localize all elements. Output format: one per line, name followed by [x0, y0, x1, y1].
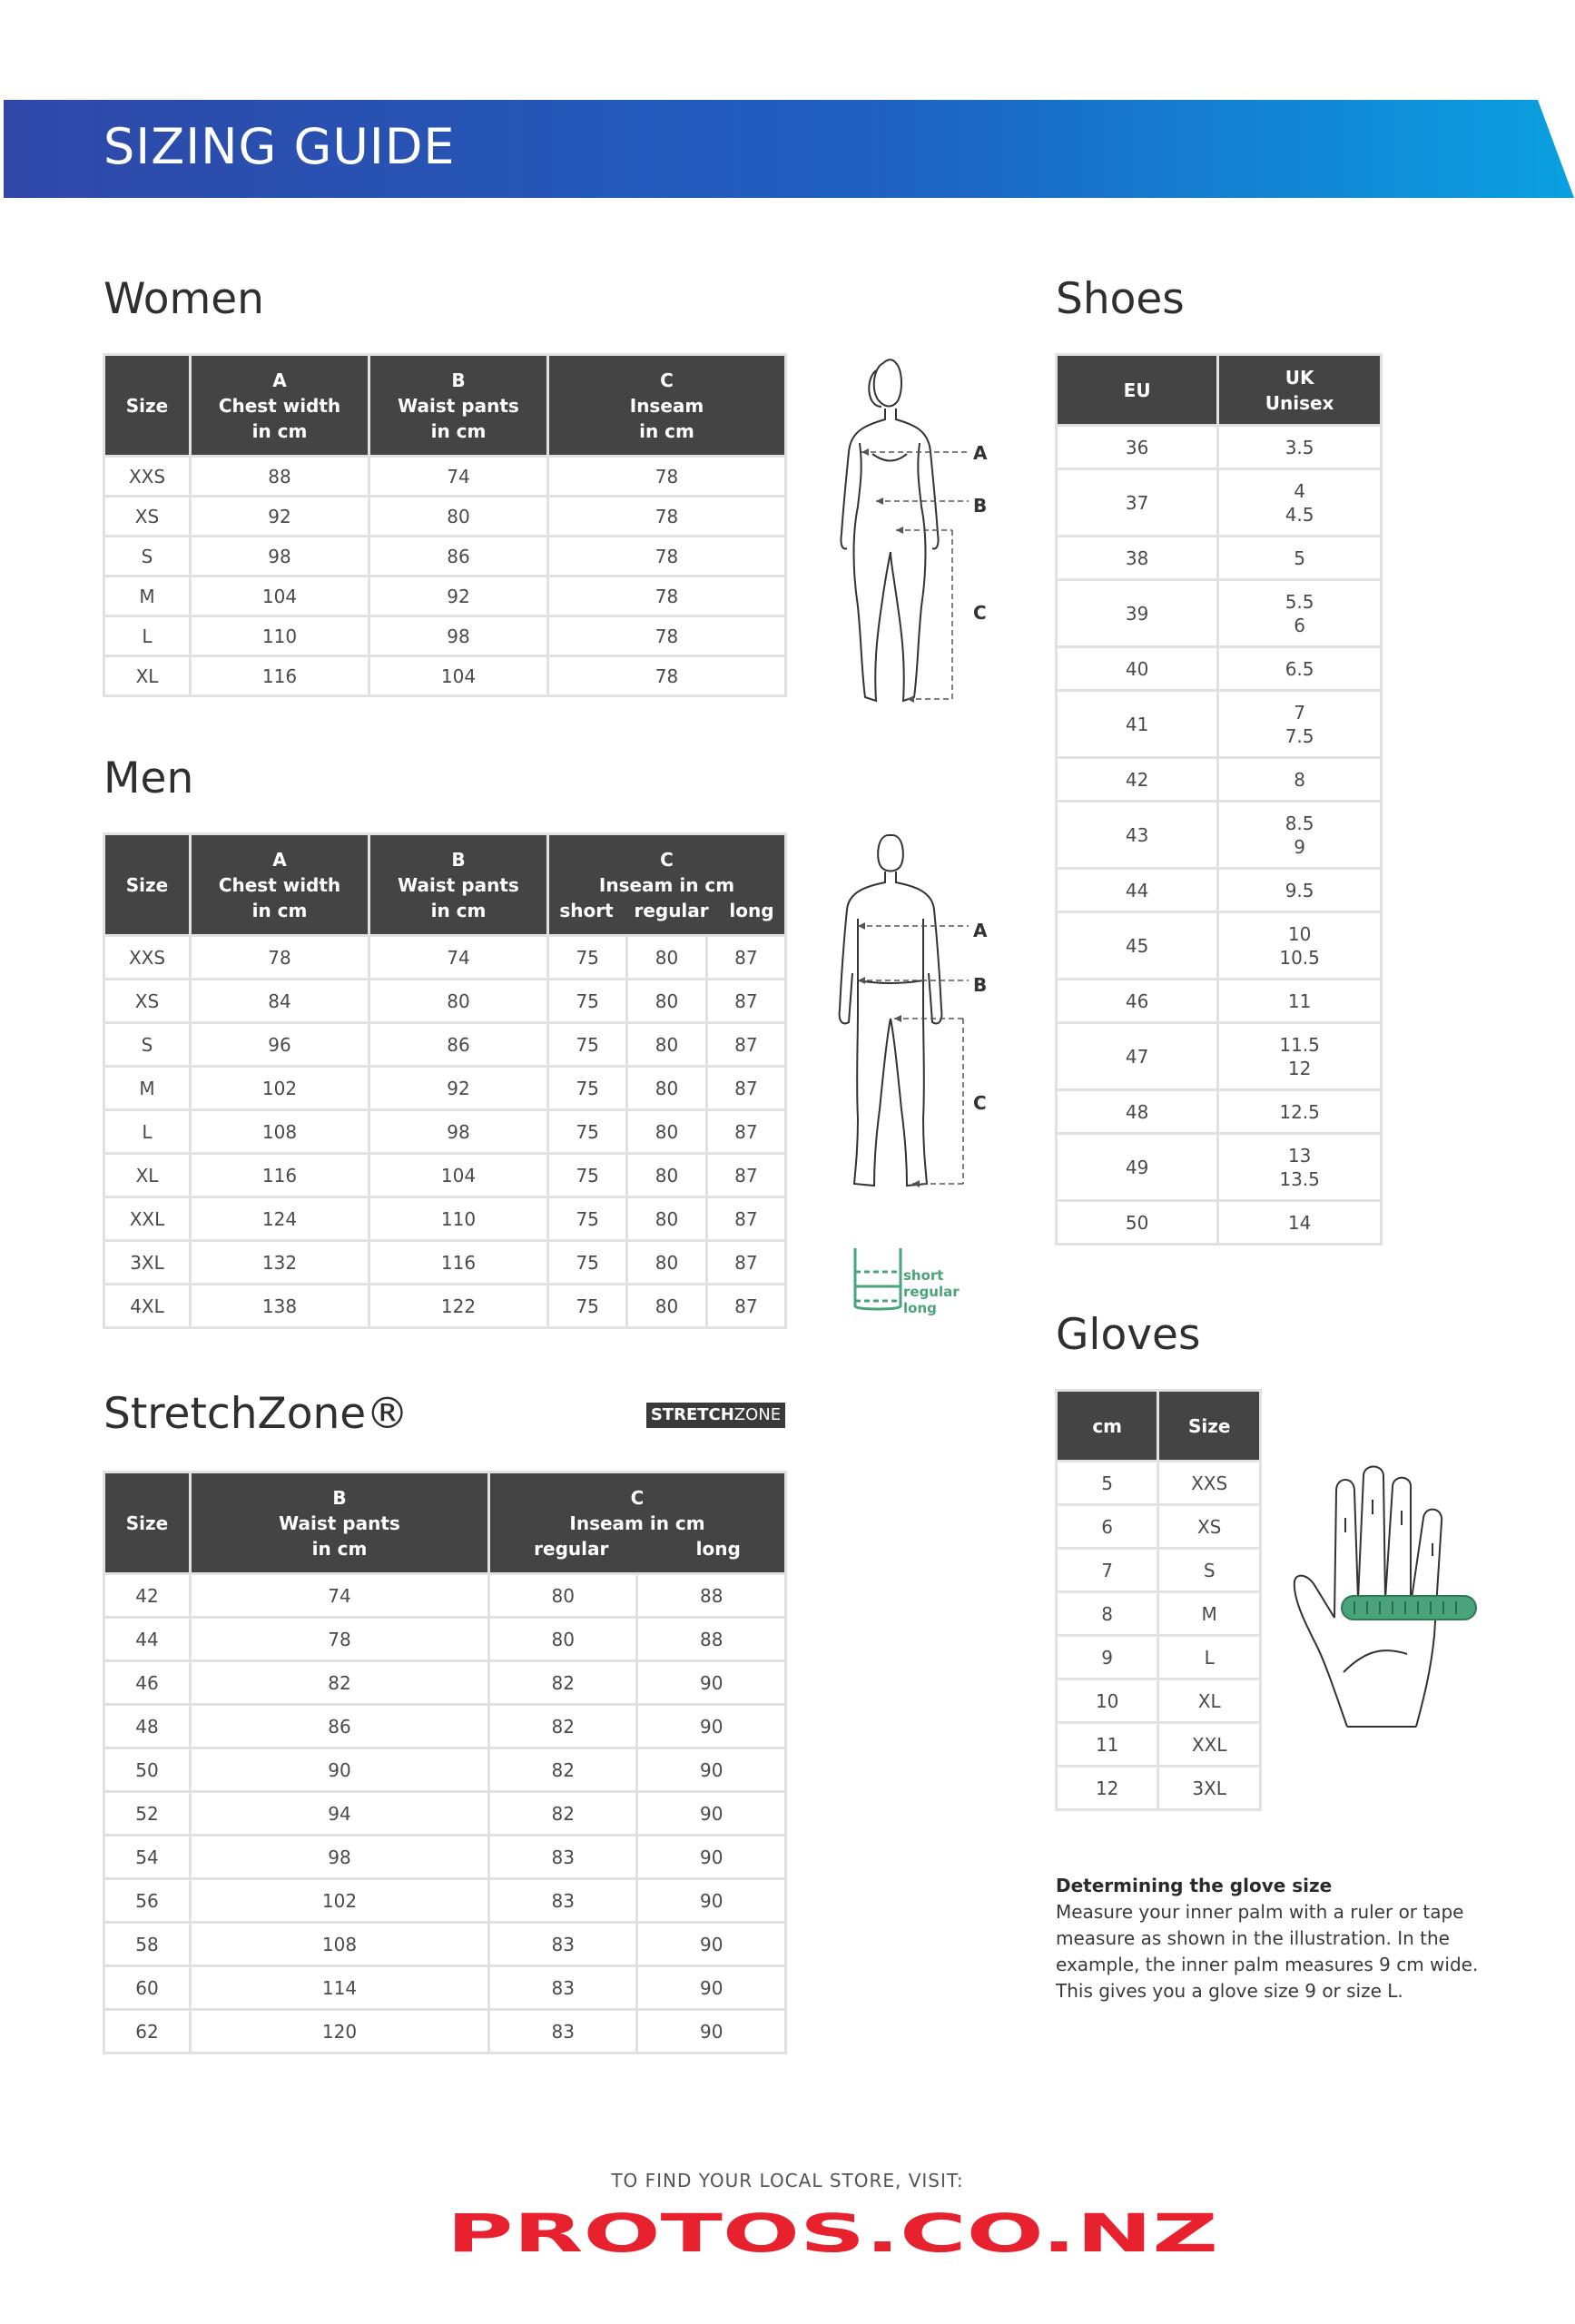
table-cell: 88	[637, 1574, 786, 1618]
table-cell: 75	[548, 1241, 627, 1285]
table-row	[104, 1023, 786, 1067]
table-cell: 43	[1057, 802, 1218, 869]
table-cell: 52	[104, 1792, 191, 1836]
table-cell: 40	[1057, 647, 1218, 691]
table-row	[1057, 1679, 1261, 1723]
table-cell: 78	[548, 497, 786, 537]
table-row	[104, 1110, 786, 1154]
women-label-b: B	[973, 495, 988, 517]
table-row	[104, 537, 786, 576]
table-cell: M	[1158, 1592, 1261, 1636]
table-cell: 83	[489, 2010, 637, 2053]
table-cell: 80	[627, 1154, 706, 1197]
table-cell: 78	[548, 656, 786, 696]
table-cell: 75	[548, 1067, 627, 1110]
footer-visit-text: TO FIND YOUR LOCAL STORE, VISIT:	[611, 2170, 964, 2191]
table-cell: 4XL	[104, 1285, 191, 1328]
men-body-figure	[831, 828, 994, 1200]
protos-url-logo[interactable]	[442, 2206, 1223, 2260]
table-cell: 44	[104, 1618, 191, 1661]
table-cell: 90	[637, 1836, 786, 1879]
table-cell: 87	[706, 1067, 785, 1110]
stretchzone-section-title: StretchZone®	[103, 1389, 409, 1439]
table-cell: 42	[1057, 758, 1218, 802]
table-cell: 9.5	[1218, 869, 1382, 912]
table-cell: 80	[627, 1197, 706, 1241]
table-cell: 87	[706, 1154, 785, 1197]
table-cell: 12.5	[1218, 1090, 1382, 1134]
table-row	[104, 980, 786, 1023]
table-cell: 83	[489, 1966, 637, 2010]
table-cell: XXS	[1158, 1462, 1261, 1505]
table-cell: 8	[1057, 1592, 1158, 1636]
table-cell: 82	[489, 1661, 637, 1705]
table-cell: 3.5	[1218, 426, 1382, 469]
table-row	[1057, 691, 1382, 758]
table-cell: S	[104, 537, 191, 576]
header-eu: EU	[1057, 355, 1218, 426]
table-cell: 87	[706, 1241, 785, 1285]
header-size: Size	[104, 834, 191, 936]
table-row	[104, 936, 786, 980]
table-cell: 5	[1218, 537, 1382, 580]
table-cell: 9	[1057, 1636, 1158, 1679]
table-cell: XXS	[104, 936, 191, 980]
table-cell: XS	[104, 497, 191, 537]
men-label-a: A	[973, 920, 988, 941]
table-cell: 92	[369, 576, 548, 616]
women-size-table	[103, 353, 787, 697]
table-cell: 90	[191, 1748, 489, 1792]
table-cell: 6	[1057, 1505, 1158, 1549]
table-cell: 120	[191, 2010, 489, 2053]
table-row	[104, 1285, 786, 1328]
table-row	[104, 457, 786, 497]
women-label-a: A	[973, 442, 988, 464]
stretchzone-logo: STRETCHZONE	[646, 1403, 785, 1428]
table-cell: 83	[489, 1923, 637, 1966]
table-cell: XL	[104, 656, 191, 696]
table-row	[104, 1879, 786, 1923]
table-cell: XL	[104, 1154, 191, 1197]
table-row	[1057, 1023, 1382, 1090]
men-label-c: C	[973, 1092, 987, 1114]
table-cell: 86	[191, 1705, 489, 1748]
table-cell: 42	[104, 1574, 191, 1618]
table-cell: 84	[191, 980, 369, 1023]
table-row	[104, 1154, 786, 1197]
shoes-size-table	[1055, 353, 1383, 1246]
table-cell: 56	[104, 1879, 191, 1923]
table-cell: 90	[637, 1966, 786, 2010]
table-cell: 8	[1218, 758, 1382, 802]
table-cell: 54	[104, 1836, 191, 1879]
table-cell: 78	[191, 936, 369, 980]
table-cell: 138	[191, 1285, 369, 1328]
table-cell: 116	[369, 1241, 548, 1285]
table-cell: 114	[191, 1966, 489, 2010]
page-title: SIZING GUIDE	[103, 118, 456, 175]
legend-short: short	[903, 1267, 944, 1284]
table-cell: 10 10.5	[1218, 912, 1382, 980]
table-cell: 75	[548, 1154, 627, 1197]
table-cell: 58	[104, 1923, 191, 1966]
table-row	[1057, 869, 1382, 912]
legend-regular: regular	[903, 1284, 960, 1300]
table-cell: 5.5 6	[1218, 580, 1382, 647]
table-cell: 75	[548, 980, 627, 1023]
table-cell: L	[104, 1110, 191, 1154]
glove-size-instructions: Determining the glove size Measure your inner palm with a ruler or tape measure as shown in the illustration. In the example, the inner palm measures 9 cm wide. This gives you a glove size 9 or size L.	[1056, 1873, 1482, 2004]
table-cell: XS	[104, 980, 191, 1023]
table-cell: 87	[706, 1285, 785, 1328]
table-cell: 83	[489, 1836, 637, 1879]
table-cell: 87	[706, 980, 785, 1023]
table-cell: 11	[1218, 980, 1382, 1023]
table-cell: L	[1158, 1636, 1261, 1679]
table-cell: 116	[191, 1154, 369, 1197]
table-cell: 87	[706, 1023, 785, 1067]
table-cell: 6.5	[1218, 647, 1382, 691]
table-cell: 78	[548, 537, 786, 576]
table-cell: 82	[489, 1748, 637, 1792]
stretchzone-size-table	[103, 1471, 787, 2054]
table-row	[1057, 1549, 1261, 1592]
table-cell: 102	[191, 1879, 489, 1923]
table-cell: 74	[369, 457, 548, 497]
table-cell: 102	[191, 1067, 369, 1110]
women-label-c: C	[973, 602, 987, 624]
table-cell: 11.5 12	[1218, 1023, 1382, 1090]
table-cell: 80	[369, 980, 548, 1023]
table-cell: 110	[191, 616, 369, 656]
table-cell: 80	[627, 1110, 706, 1154]
table-cell: 92	[191, 497, 369, 537]
table-cell: 75	[548, 1197, 627, 1241]
hand-measure-illustration	[1289, 1463, 1480, 1745]
table-cell: 7	[1057, 1549, 1158, 1592]
table-cell: 82	[489, 1705, 637, 1748]
table-cell: 37	[1057, 469, 1218, 537]
table-cell: 98	[369, 616, 548, 656]
table-cell: 122	[369, 1285, 548, 1328]
table-cell: XXL	[104, 1197, 191, 1241]
table-row	[1057, 1201, 1382, 1245]
table-cell: 90	[637, 1923, 786, 1966]
table-row	[1057, 580, 1382, 647]
table-row	[104, 1661, 786, 1705]
men-size-table	[103, 832, 787, 1329]
table-row	[104, 2010, 786, 2053]
table-row	[104, 576, 786, 616]
table-cell: 104	[191, 576, 369, 616]
table-cell: 5	[1057, 1462, 1158, 1505]
table-cell: 50	[104, 1748, 191, 1792]
table-cell: 132	[191, 1241, 369, 1285]
men-label-b: B	[973, 974, 988, 996]
table-cell: XXS	[104, 457, 191, 497]
table-cell: M	[104, 576, 191, 616]
table-cell: 3XL	[104, 1241, 191, 1285]
table-cell: 78	[548, 576, 786, 616]
table-cell: 14	[1218, 1201, 1382, 1245]
table-cell: 88	[637, 1618, 786, 1661]
table-cell: 3XL	[1158, 1767, 1261, 1810]
table-row	[104, 497, 786, 537]
header-uk: UK Unisex	[1218, 355, 1382, 426]
table-cell: 80	[627, 1241, 706, 1285]
table-cell: 80	[369, 497, 548, 537]
table-cell: 90	[637, 1661, 786, 1705]
table-cell: 62	[104, 2010, 191, 2053]
table-row	[1057, 1723, 1261, 1767]
table-cell: 78	[548, 616, 786, 656]
table-cell: 7 7.5	[1218, 691, 1382, 758]
table-row	[1057, 1505, 1261, 1549]
table-cell: 116	[191, 656, 369, 696]
table-row	[1057, 426, 1382, 469]
table-cell: 110	[369, 1197, 548, 1241]
table-cell: 75	[548, 1285, 627, 1328]
table-cell: 39	[1057, 580, 1218, 647]
table-cell: 90	[637, 1705, 786, 1748]
table-cell: 90	[637, 1792, 786, 1836]
table-cell: 41	[1057, 691, 1218, 758]
table-cell: 87	[706, 1110, 785, 1154]
table-cell: S	[1158, 1549, 1261, 1592]
table-row	[1057, 1767, 1261, 1810]
glove-note-heading: Determining the glove size	[1056, 1875, 1333, 1896]
table-cell: 47	[1057, 1023, 1218, 1090]
table-cell: 46	[1057, 980, 1218, 1023]
table-row	[104, 1705, 786, 1748]
table-cell: 38	[1057, 537, 1218, 580]
table-cell: 80	[627, 1023, 706, 1067]
table-cell: 82	[191, 1661, 489, 1705]
table-cell: 60	[104, 1966, 191, 2010]
table-cell: 82	[489, 1792, 637, 1836]
table-cell: 98	[369, 1110, 548, 1154]
table-cell: S	[104, 1023, 191, 1067]
table-row	[104, 1836, 786, 1879]
table-cell: 94	[191, 1792, 489, 1836]
svg-text:PROTOS.CO.NZ: PROTOS.CO.NZ	[447, 2206, 1218, 2260]
table-cell: 96	[191, 1023, 369, 1067]
table-row	[104, 1792, 786, 1836]
table-cell: XS	[1158, 1505, 1261, 1549]
header-waist: B Waist pants in cm	[369, 355, 548, 457]
table-cell: 87	[706, 1197, 785, 1241]
table-cell: 86	[369, 1023, 548, 1067]
table-cell: 36	[1057, 426, 1218, 469]
header-waist: B Waist pants in cm	[369, 834, 548, 936]
table-cell: 45	[1057, 912, 1218, 980]
table-row	[1057, 647, 1382, 691]
table-cell: 80	[627, 1067, 706, 1110]
header-chest: A Chest width in cm	[191, 355, 369, 457]
table-cell: 48	[104, 1705, 191, 1748]
table-cell: 75	[548, 936, 627, 980]
table-cell: 80	[489, 1618, 637, 1661]
table-row	[104, 1923, 786, 1966]
table-cell: 44	[1057, 869, 1218, 912]
table-row	[1057, 1134, 1382, 1201]
table-cell: 98	[191, 1836, 489, 1879]
table-cell: 104	[369, 1154, 548, 1197]
table-row	[1057, 537, 1382, 580]
table-row	[104, 1618, 786, 1661]
table-cell: 13 13.5	[1218, 1134, 1382, 1201]
table-row	[104, 1067, 786, 1110]
table-cell: 80	[627, 1285, 706, 1328]
legend-long: long	[903, 1300, 937, 1316]
table-cell: 92	[369, 1067, 548, 1110]
header-size: Size	[104, 355, 191, 457]
table-cell: 108	[191, 1110, 369, 1154]
header-chest: A Chest width in cm	[191, 834, 369, 936]
gloves-section-title: Gloves	[1056, 1310, 1201, 1360]
table-cell: 108	[191, 1923, 489, 1966]
table-row	[1057, 980, 1382, 1023]
table-cell: 78	[191, 1618, 489, 1661]
header-cm: cm	[1057, 1391, 1158, 1462]
table-cell: 8.5 9	[1218, 802, 1382, 869]
inseam-legend-icon	[851, 1246, 904, 1312]
table-cell: 11	[1057, 1723, 1158, 1767]
table-cell: 74	[369, 936, 548, 980]
table-cell: M	[104, 1067, 191, 1110]
gloves-size-table	[1055, 1389, 1262, 1811]
table-cell: 87	[706, 936, 785, 980]
header-waist: B Waist pants in cm	[191, 1472, 489, 1574]
table-cell: 83	[489, 1879, 637, 1923]
table-cell: L	[104, 616, 191, 656]
header-size: Size	[104, 1472, 191, 1574]
table-cell: 90	[637, 2010, 786, 2053]
table-cell: 90	[637, 1748, 786, 1792]
table-cell: 49	[1057, 1134, 1218, 1201]
table-cell: XXL	[1158, 1723, 1261, 1767]
table-cell: 80	[489, 1574, 637, 1618]
table-cell: 78	[548, 457, 786, 497]
table-cell: 80	[627, 936, 706, 980]
table-cell: 74	[191, 1574, 489, 1618]
men-section-title: Men	[103, 753, 194, 803]
women-body-figure	[831, 352, 994, 706]
table-cell: 88	[191, 457, 369, 497]
shoes-section-title: Shoes	[1056, 274, 1185, 324]
header-inseam: C Inseam in cm	[548, 355, 786, 457]
table-cell: 50	[1057, 1201, 1218, 1245]
table-cell: 75	[548, 1110, 627, 1154]
table-cell: 12	[1057, 1767, 1158, 1810]
table-row	[1057, 802, 1382, 869]
table-cell: 46	[104, 1661, 191, 1705]
table-cell: 98	[191, 537, 369, 576]
header-inseam: C Inseam in cm regular long	[489, 1472, 786, 1574]
table-row	[1057, 1462, 1261, 1505]
table-cell: 104	[369, 656, 548, 696]
table-row	[104, 1197, 786, 1241]
table-row	[1057, 912, 1382, 980]
table-cell: 4 4.5	[1218, 469, 1382, 537]
women-section-title: Women	[103, 274, 264, 324]
table-row	[104, 1241, 786, 1285]
table-row	[104, 1574, 786, 1618]
header-size: Size	[1158, 1391, 1261, 1462]
table-cell: 90	[637, 1879, 786, 1923]
table-row	[1057, 1592, 1261, 1636]
table-row	[1057, 758, 1382, 802]
table-row	[104, 1748, 786, 1792]
table-row	[1057, 1090, 1382, 1134]
table-row	[104, 1966, 786, 2010]
table-row	[104, 616, 786, 656]
table-cell: XL	[1158, 1679, 1261, 1723]
table-cell: 86	[369, 537, 548, 576]
header-inseam: C Inseam in cm short regular long	[548, 834, 786, 936]
table-cell: 80	[627, 980, 706, 1023]
table-row	[104, 656, 786, 696]
table-cell: 124	[191, 1197, 369, 1241]
table-row	[1057, 469, 1382, 537]
table-cell: 75	[548, 1023, 627, 1067]
table-cell: 10	[1057, 1679, 1158, 1723]
table-row	[1057, 1636, 1261, 1679]
table-cell: 48	[1057, 1090, 1218, 1134]
